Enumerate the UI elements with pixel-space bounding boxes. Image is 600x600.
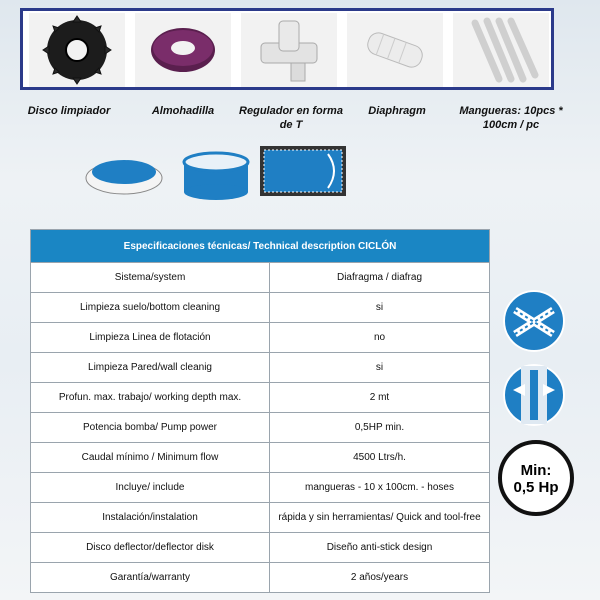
wall-cleaning-icon xyxy=(503,364,565,431)
table-header: Especificaciones técnicas/ Technical description CICLÓN xyxy=(31,230,490,263)
table-row xyxy=(31,563,490,593)
caption-pad: Almohadilla xyxy=(151,105,215,117)
spec-value: 0,5HP min. xyxy=(270,413,490,443)
min-power-badge xyxy=(498,440,574,516)
table-row xyxy=(31,383,490,413)
badge-line-1: Min: xyxy=(520,462,552,479)
badge-line-2: 0,5 Hp xyxy=(513,479,559,496)
spec-value: mangueras - 10 x 100cm. - hoses xyxy=(270,473,490,503)
spec-label: Limpieza suelo/bottom cleaning xyxy=(31,293,270,323)
pool-types xyxy=(84,146,384,206)
spec-value: rápida y sin herramientas/ Quick and tool-free xyxy=(270,503,490,533)
table-row xyxy=(31,353,490,383)
frame-pool-icon xyxy=(184,153,248,200)
spec-label: Disco deflector/deflector disk xyxy=(31,533,270,563)
spec-value: no xyxy=(270,323,490,353)
floor-cleaning-icon xyxy=(503,290,565,357)
disc-icon xyxy=(29,13,125,87)
spec-value: Diafragma / diafrag xyxy=(270,263,490,293)
spec-value: si xyxy=(270,353,490,383)
spec-label: Potencia bomba/ Pump power xyxy=(31,413,270,443)
spec-value: 2 años/years xyxy=(270,563,490,593)
spec-value: 4500 Ltrs/h. xyxy=(270,443,490,473)
spec-value: Diseño anti-stick design xyxy=(270,533,490,563)
pad-icon xyxy=(135,13,231,87)
spec-table xyxy=(30,229,490,593)
spec-label: Profun. max. trabajo/ working depth max. xyxy=(31,383,270,413)
caption-disc: Disco limpiador xyxy=(27,105,111,117)
diaphragm-icon xyxy=(347,13,443,87)
table-row xyxy=(31,413,490,443)
spec-label: Limpieza Pared/wall cleanig xyxy=(31,353,270,383)
spec-value: 2 mt xyxy=(270,383,490,413)
spec-label: Garantía/warranty xyxy=(31,563,270,593)
table-row xyxy=(31,293,490,323)
hoses-icon xyxy=(453,13,549,87)
spec-label: Caudal mínimo / Minimum flow xyxy=(31,443,270,473)
round-pool-icon xyxy=(86,160,162,194)
t-regulator-icon xyxy=(241,13,337,87)
parts-strip xyxy=(20,8,554,90)
table-row xyxy=(31,533,490,563)
inground-pool-icon xyxy=(260,146,346,196)
table-row xyxy=(31,323,490,353)
caption-regulator: Regulador en forma de T xyxy=(239,105,343,131)
table-row xyxy=(31,473,490,503)
caption-hoses: Mangueras: 10pcs * 100cm / pc xyxy=(459,105,563,131)
table-row xyxy=(31,503,490,533)
spec-value: si xyxy=(270,293,490,323)
table-row xyxy=(31,443,490,473)
table-row xyxy=(31,263,490,293)
spec-label: Incluye/ include xyxy=(31,473,270,503)
spec-label: Limpieza Linea de flotación xyxy=(31,323,270,353)
spec-label: Instalación/instalation xyxy=(31,503,270,533)
caption-diaphragm: Diaphragm xyxy=(368,105,426,117)
spec-label: Sistema/system xyxy=(31,263,270,293)
